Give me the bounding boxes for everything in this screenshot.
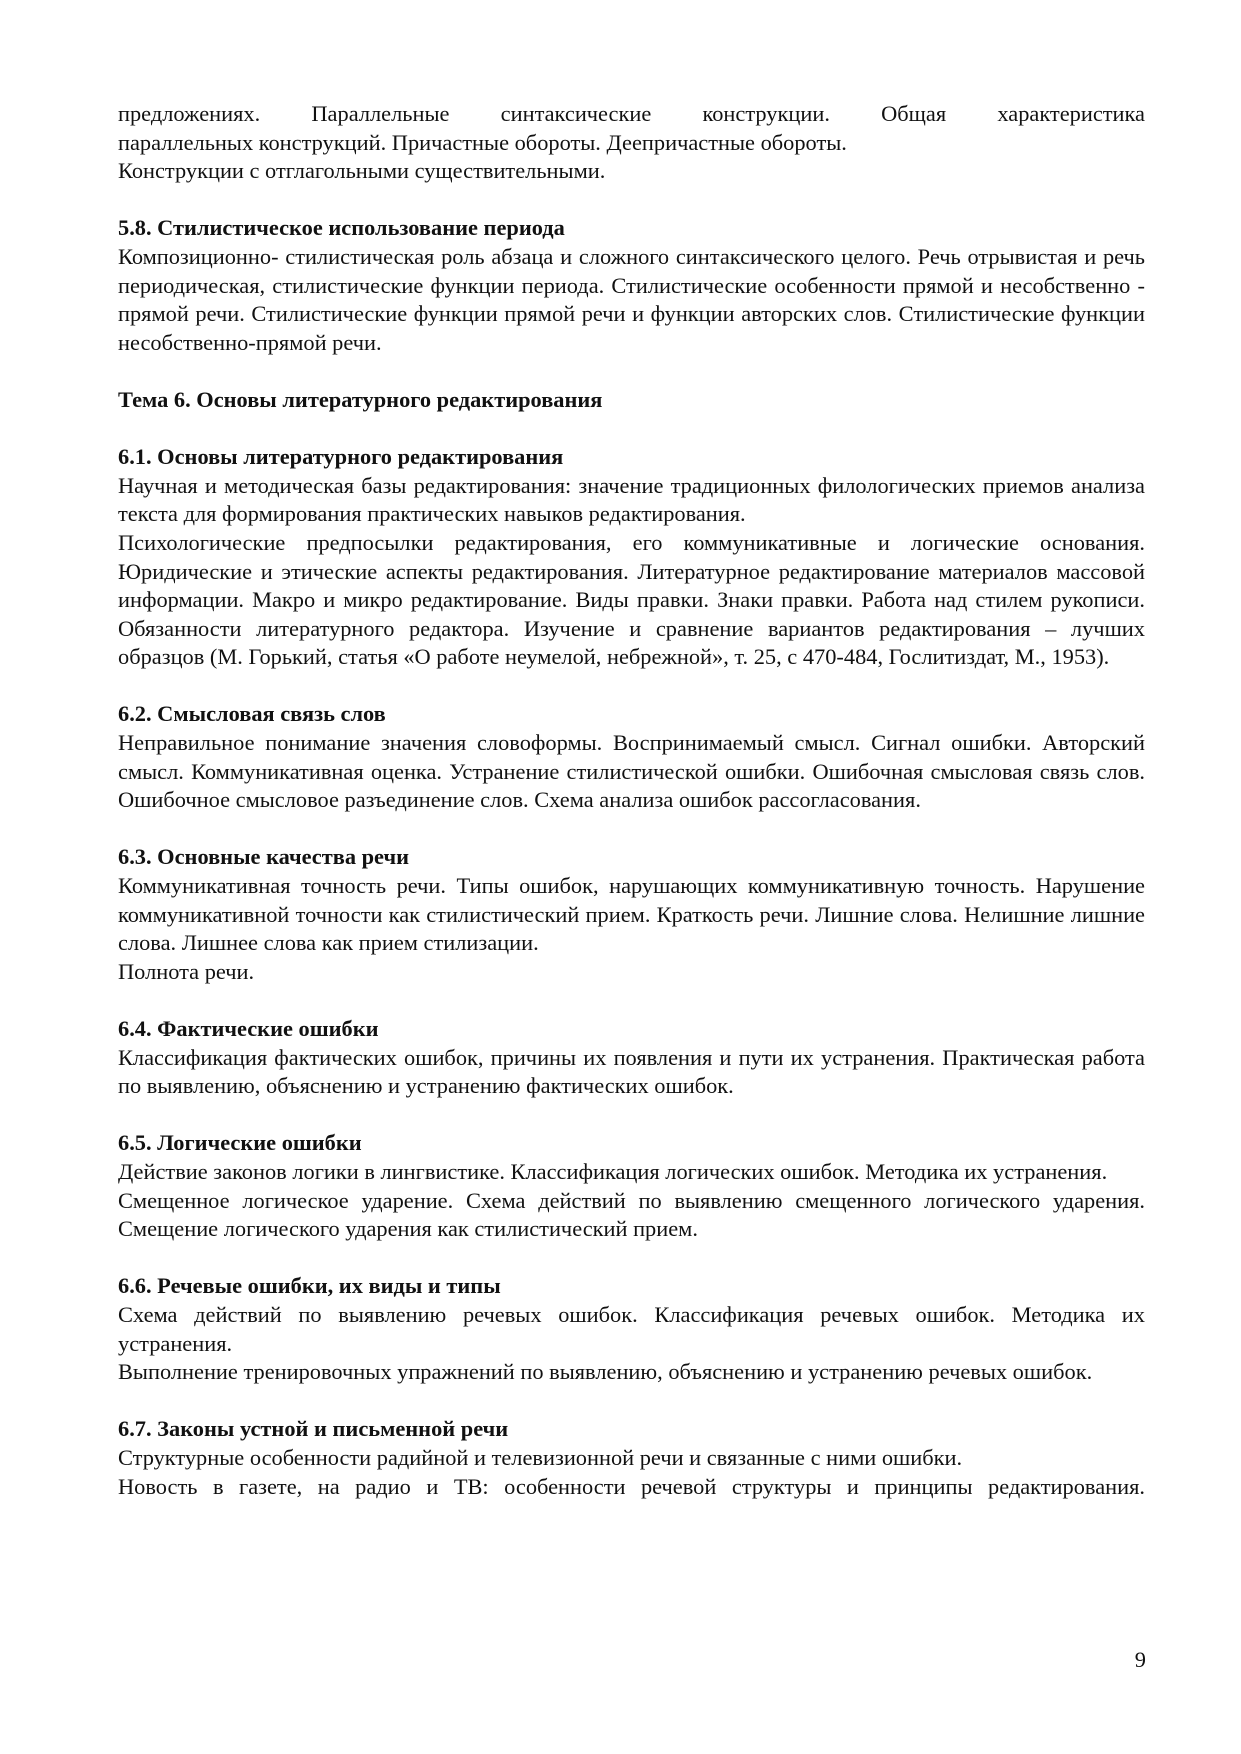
section-heading-5-8: 5.8. Стилистическое использование периода (118, 215, 565, 241)
section-paragraph-6-5-a: Действие законов логики в лингвистике. Классификация логических ошибок. Методика их устранения. (118, 1158, 1108, 1184)
intro-line-3: Конструкции с отглагольными существительными. (118, 158, 606, 184)
section-body-6-2: Неправильное понимание значения словоформы. Воспринимаемый смысл. Сигнал ошибки. Авторский смысл. Коммуникативная оценка. Устранение стилистической ошибки. Ошибочная смысловая связь слов. Ошибочное смысловое разъединение слов. Схема анализа ошибок рассогласования. (118, 730, 1145, 813)
page-content (118, 100, 1145, 1501)
page-number: 9 (1134, 1647, 1146, 1672)
section-body-5-8: Композиционно- стилистическая роль абзаца и сложного синтаксического целого. Речь отрывистая и речь периодическая, стилистические функции периода. Стилистические особенности прямой и несобственно - прямой речи. Стилистические функции прямой речи и функции авторских слов. Стилистические функции несобственно-прямой речи. (118, 243, 1145, 355)
section-heading-6-1: 6.1. Основы литературного редактирования (118, 444, 564, 470)
section-paragraph-6-1-b: Психологические предпосылки редактирования, его коммуникативные и логические основания. Юридические и этические аспекты редактирования. Литературное редактирование материалов массовой информации. Макро и микро редактирование. Виды правки. Знаки правки. Работа над стилем рукописи. Обязанности литературного редактора. Изучение и сравнение вариантов редактирования – лучших образцов (М. Горький, статья «О работе неумелой, небрежной», т. 25, с 470-484, Гослитиздат, М., 1953). (118, 529, 1145, 670)
section-paragraph-6-7-a: Структурные особенности радийной и телевизионной речи и связанные с ними ошибки. (118, 1444, 963, 1470)
section-paragraph-6-6-b: Выполнение тренировочных упражнений по выявлению, объяснению и устранению речевых ошибок. (118, 1359, 1093, 1385)
topic-heading-6: Тема 6. Основы литературного редактирования (118, 386, 603, 412)
section-heading-6-4: 6.4. Фактические ошибки (118, 1016, 379, 1041)
section-body-6-4: Классификация фактических ошибок, причины их появления и пути их устранения. Практическая работа по выявлению, объяснению и устранению фактических ошибок. (118, 1044, 1145, 1099)
section-paragraph-6-6-a: Схема действий по выявлению речевых ошибок. Классификация речевых ошибок. Методика их устранения. (118, 1301, 1145, 1356)
section-paragraph-6-3-a: Коммуникативная точность речи. Типы ошибок, нарушающих коммуникативную точность. Нарушение коммуникативной точности как стилистический прием. Краткость речи. Лишние слова. Нелишние лишние слова. Лишнее слова как прием стилизации. (118, 873, 1145, 956)
section-paragraph-6-7-b: Новость в газете, на радио и ТВ: особенности речевой структуры и принципы редактирования. (118, 1473, 1145, 1499)
section-paragraph-6-1-a: Научная и методическая базы редактирования: значение традиционных филологических приемов анализа текста для формирования практических навыков редактирования. (118, 472, 1145, 527)
section-paragraph-6-3-b: Полнота речи. (118, 958, 255, 984)
section-heading-6-7: 6.7. Законы устной и письменной речи (118, 1416, 509, 1442)
section-heading-6-2: 6.2. Смысловая связь слов (118, 701, 386, 727)
intro-line-2: параллельных конструкций. Причастные обороты. Деепричастные обороты. (118, 129, 847, 155)
intro-line-1: предложениях. Параллельные синтаксические конструкции. Общая характеристика (118, 101, 1145, 126)
section-heading-6-6: 6.6. Речевые ошибки, их виды и типы (118, 1273, 501, 1299)
section-heading-6-3: 6.3. Основные качества речи (118, 844, 409, 870)
section-paragraph-6-5-b: Смещенное логическое ударение. Схема действий по выявлению смещенного логического ударения. Смещение логического ударения как стилистический прием. (118, 1187, 1145, 1242)
section-heading-6-5: 6.5. Логические ошибки (118, 1130, 362, 1156)
